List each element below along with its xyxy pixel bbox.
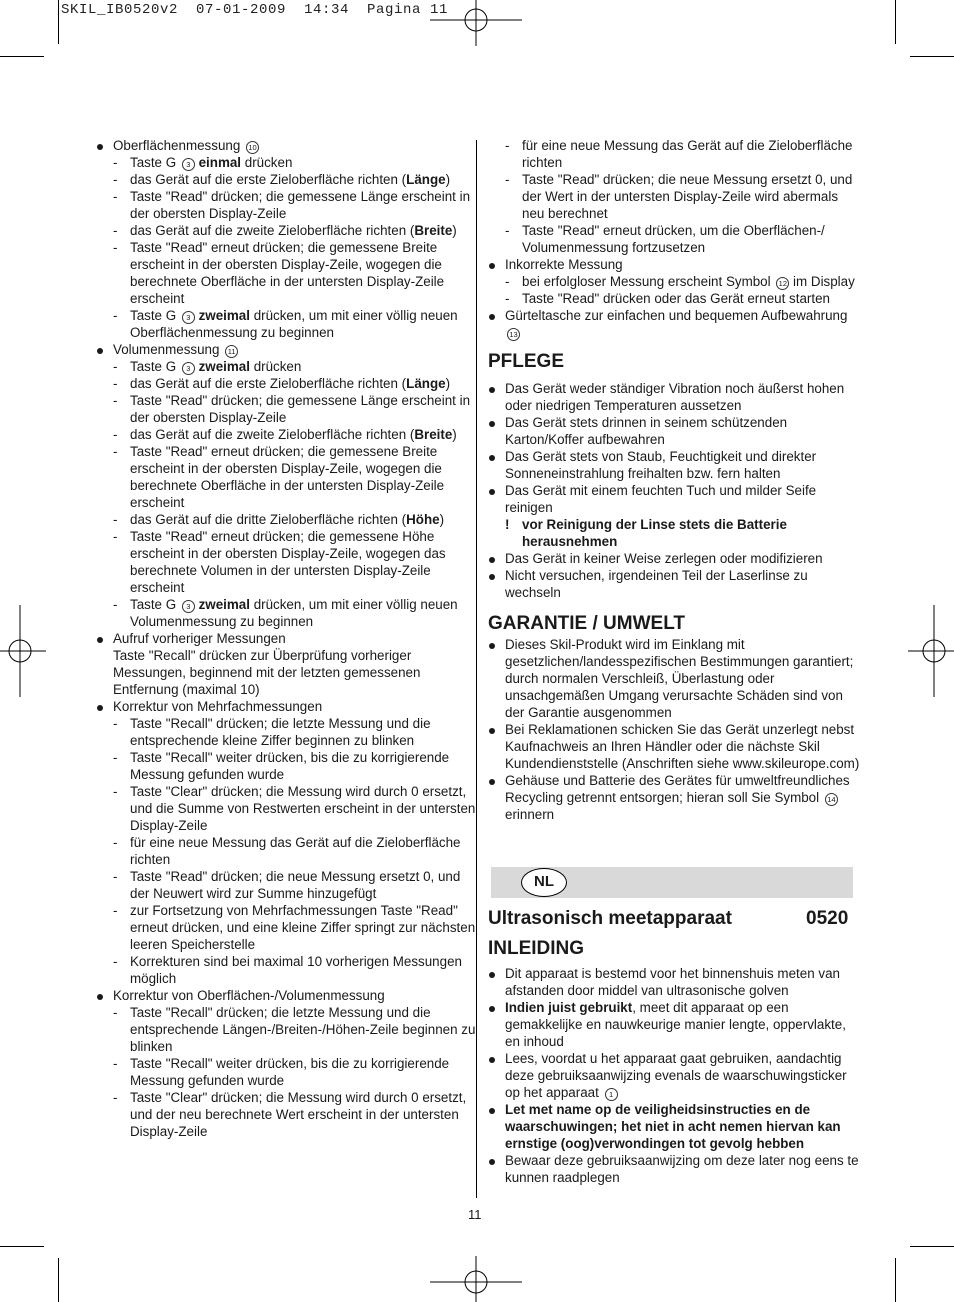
list-item: - Taste "Recall" weiter drücken, bis die zu korrigierende Messung gefunden wurde: [113, 750, 450, 782]
ref-number: 3: [182, 311, 195, 324]
list-item: - das Gerät auf die zweite Zieloberfläche richten (Breite): [113, 427, 457, 442]
paragraph: Taste "Recall" drücken zur Überprüfung vorheriger Messungen, beginnend mit der letzten gemessenen Entfernung (maximal 10): [113, 648, 421, 697]
section-heading-inleiding: INLEIDING: [488, 938, 585, 959]
list-item: - Taste "Read" erneut drücken; die gemessene Breite erscheint in der obersten Display-Zeile, wogegen die berechnete Oberfläche in der untersten Display-Zeile erscheint: [113, 444, 445, 510]
list-item: - Taste "Read" drücken; die gemessene Länge erscheint in der obersten Display-Zeile: [113, 393, 471, 425]
column-divider: [476, 140, 477, 1198]
list-item: - Taste "Recall" drücken; die letzte Messung und die entsprechende kleine Ziffer beginnen zu blinken: [113, 716, 431, 748]
list-item: - Taste "Recall" drücken; die letzte Messung und die entsprechende Längen-/Breiten-/Höhen-Zeile beginnen zu blinken: [113, 1005, 476, 1054]
list-item: Aufruf vorheriger Messungen: [96, 630, 476, 647]
registration-mark-top: [430, 0, 526, 48]
list-item: - für eine neue Messung das Gerät auf die Zieloberfläche richten: [505, 138, 853, 170]
list-item: - Taste "Read" drücken; die neue Messung ersetzt 0, und der Wert in der untersten Display-Zeile wird abermals neu berechnet: [505, 172, 853, 221]
list-item: - Taste "Read" erneut drücken, um die Oberflächen-/ Volumenmessung fortzusetzen: [505, 223, 825, 255]
list-item: Nicht versuchen, irgendeinen Teil der Laserlinse zu wechseln: [488, 567, 860, 601]
list-item: - Taste "Read" drücken; die gemessene Länge erscheint in der obersten Display-Zeile: [113, 189, 471, 221]
list-item: - Taste G 3 zweimal drücken, um mit einer völlig neuen Volumenmessung zu beginnen: [113, 597, 458, 629]
list-item: - Taste G 3 zweimal drücken: [113, 359, 302, 374]
list-item: - Taste "Read" drücken; die neue Messung ersetzt 0, und der Neuwert wird zur Summe hinzugefügt: [113, 869, 461, 901]
ref-number: 3: [182, 600, 195, 613]
left-column: [96, 137, 476, 1140]
list-item: Das Gerät mit einem feuchten Tuch und milder Seife reinigen: [488, 482, 860, 516]
print-slug: SKIL_IB0520v2 07-01-2009 14:34 Pagina 11: [61, 2, 449, 18]
ref-number: 10: [246, 141, 259, 154]
nl-title-row: [488, 908, 860, 938]
list-item: - Taste "Read" erneut drücken; die gemessene Höhe erscheint in der obersten Display-Zeile, wogegen das berechnete Volumen in der untersten Display-Zeile erscheint: [113, 529, 446, 595]
list-item: Bei Reklamationen schicken Sie das Gerät unzerlegt nebst Kaufnachweis an Ihren Händler oder die nächste Skil Kundendienststelle (Anschriften siehe www.skileurope.com): [488, 721, 860, 772]
list-item: - das Gerät auf die erste Zieloberfläche richten (Länge): [113, 172, 451, 187]
ref-number: 3: [182, 158, 195, 171]
list-item: Lees, voordat u het apparaat gaat gebruiken, aandachtig deze gebruiksaanwijzing evenals de waarschuwingsticker op het apparaat 1: [488, 1050, 860, 1101]
warning-note: ! vor Reinigung der Linse stets die Batterie herausnehmen: [505, 517, 787, 549]
list-item: - für eine neue Messung das Gerät auf die Zieloberfläche richten: [113, 835, 461, 867]
list-item: - Taste G 3 zweimal drücken, um mit einer völlig neuen Oberflächenmessung zu beginnen: [113, 308, 458, 340]
ref-number: 14: [825, 793, 838, 806]
ref-number: 11: [225, 345, 238, 358]
list-item: Das Gerät weder ständiger Vibration noch äußerst hohen oder niedrigen Temperaturen aussetzen: [488, 380, 860, 414]
list-item: Volumenmessung 11: [96, 341, 476, 358]
registration-mark-left: [0, 603, 50, 699]
language-bar: [491, 867, 853, 898]
list-item: - bei erfolgloser Messung erscheint Symbol 12 im Display: [505, 274, 855, 289]
list-item: Dit apparaat is bestemd voor het binnenshuis meten van afstanden door middel van ultrasonische golven: [488, 965, 860, 999]
list-item: Das Gerät in keiner Weise zerlegen oder modifizieren: [488, 550, 860, 567]
nl-product-title: Ultrasonisch meetapparaat: [488, 908, 732, 929]
nl-section: [488, 908, 860, 1186]
ref-number: 13: [507, 328, 520, 341]
list-item: - Taste "Recall" weiter drücken, bis die zu korrigierende Messung gefunden wurde: [113, 1056, 450, 1088]
list-item: Gehäuse und Batterie des Gerätes für umweltfreundliches Recycling getrennt entsorgen; hieran soll Sie Symbol 14 erinnern: [488, 772, 860, 823]
list-item: Let met name op de veiligheidsinstructies en de waarschuwingen; het niet in acht nemen hiervan kan ernstige (oog)verwondingen tot gevolg hebben: [488, 1101, 860, 1152]
list-item: - Taste "Clear" drücken; die Messung wird durch 0 ersetzt, und der neu berechnete Wert erscheint in der untersten Display-Zeile: [113, 1090, 467, 1139]
list-item: - das Gerät auf die erste Zieloberfläche richten (Länge): [113, 376, 451, 391]
registration-mark-right: [904, 603, 954, 699]
section-heading-garantie: GARANTIE / UMWELT: [488, 613, 686, 634]
list-item: Das Gerät stets drinnen in seinem schützenden Karton/Koffer aufbewahren: [488, 414, 860, 448]
right-column: [488, 137, 860, 823]
list-item: Gürteltasche zur einfachen und bequemen Aufbewahrung 13: [488, 307, 860, 341]
list-item: Das Gerät stets von Staub, Feuchtigkeit und direkter Sonneneinstrahlung freihalten bzw. fern halten: [488, 448, 860, 482]
list-item: - Taste "Read" erneut drücken; die gemessene Breite erscheint in der obersten Display-Zeile, wogegen die berechnete Oberfläche in der untersten Display-Zeile erscheint: [113, 240, 445, 306]
list-item: - das Gerät auf die zweite Zieloberfläche richten (Breite): [113, 223, 457, 238]
list-item: Bewaar deze gebruiksaanwijzing om deze later nog eens te kunnen raadplegen: [488, 1152, 860, 1186]
list-item: - Korrekturen sind bei maximal 10 vorherigen Messungen möglich: [113, 954, 462, 986]
list-item: Oberflächenmessung 10: [96, 137, 476, 154]
list-item: - Taste "Clear" drücken; die Messung wird durch 0 ersetzt, und die Summe von Restwerten erscheint in der untersten Display-Zeile: [113, 784, 476, 833]
list-item: Indien juist gebruikt, meet dit apparaat op een gemakkelijke en nauwkeurige manier lengte, oppervlakte, en inhoud: [488, 999, 860, 1050]
section-heading-pflege: PFLEGE: [488, 351, 565, 372]
nl-model-number: 0520: [806, 908, 849, 929]
ref-number: 12: [776, 277, 789, 290]
ref-number: 3: [182, 362, 195, 375]
list-item: Korrektur von Oberflächen-/Volumenmessung: [96, 987, 476, 1004]
page-number: 11: [468, 1207, 482, 1222]
list-item: - zur Fortsetzung von Mehrfachmessungen Taste "Read" erneut drücken, und eine kleine Ziffer springt zur nächsten leeren Speicherstelle: [113, 903, 476, 952]
language-badge: NL: [521, 868, 567, 897]
ref-number: 1: [605, 1088, 618, 1101]
registration-mark-bottom: [430, 1254, 526, 1302]
list-item: - das Gerät auf die dritte Zieloberfläche richten (Höhe): [113, 512, 445, 527]
list-item: - Taste "Read" drücken oder das Gerät erneut starten: [505, 291, 830, 306]
list-item: Dieses Skil-Produkt wird im Einklang mit gesetzlichen/landesspezifischen Bestimmungen garantiert; durch normalen Verschleiß, Überlastung oder unsachgemäßen Umgang verursachte Schäden sind von der Garantie ausgenommen: [488, 636, 860, 721]
list-item: Inkorrekte Messung: [488, 256, 860, 273]
list-item: - Taste G 3 einmal drücken: [113, 155, 293, 170]
list-item: Korrektur von Mehrfachmessungen: [96, 698, 476, 715]
